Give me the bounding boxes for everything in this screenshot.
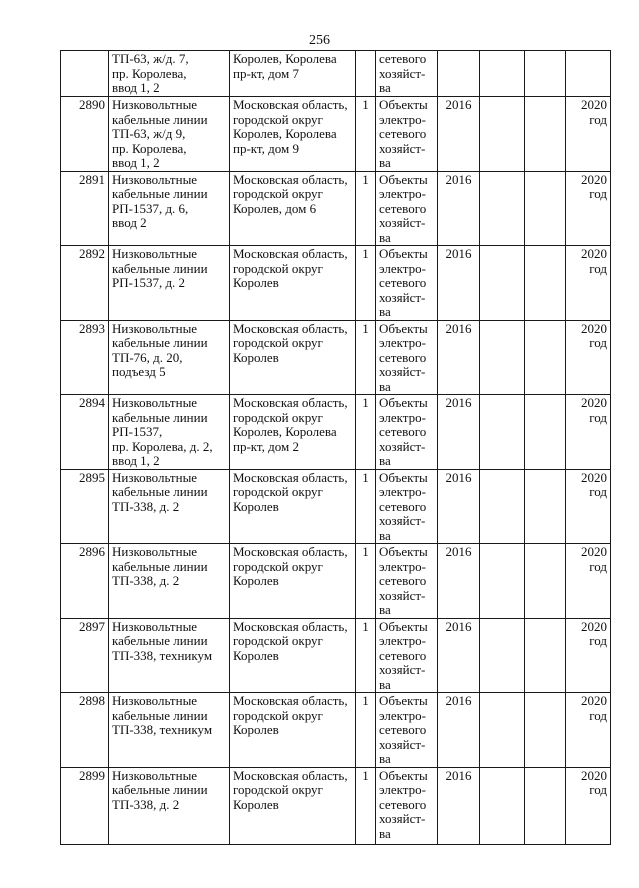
plan-year [566,767,611,844]
table-body [61,51,611,845]
empty-cell [525,544,566,619]
object-name-line: ТП-63, ж/д 9, [112,126,186,141]
object-address-line: Королев [233,796,279,812]
empty-cell [480,51,525,97]
empty-cell [525,469,566,544]
object-category-line: сетевого [379,573,427,588]
object-category-line: хозяйст- [379,736,426,752]
object-address-line: Московская область, [233,395,348,410]
object-name-line: кабельные линии [112,186,208,201]
object-category-line: сетевого [379,647,427,663]
object-category-line: сетевого [379,126,427,141]
plan-year [566,395,611,470]
object-name-line: Низковольтные [112,767,198,783]
object-name [109,395,230,470]
table-row [61,395,611,470]
object-name-line: ТП-63, ж/д. 7, [112,51,189,66]
plan-year [566,320,611,395]
object-name-line: Низковольтные [112,97,198,112]
object-category-line: хозяйст- [379,587,426,603]
plan-year-line: 2020 [581,469,607,485]
object-address [230,544,356,619]
plan-year [566,544,611,619]
empty-cell [525,246,566,321]
table-row [61,97,611,172]
object-category-line: сетевого [379,424,427,439]
object-address-line: Королев, Королева [233,126,337,141]
object-quantity: 1 [356,171,376,246]
plan-year-line: год [589,186,607,201]
object-address-line: Королев, дом 6 [233,200,317,216]
object-address-line: пр-кт, дом 2 [233,438,299,454]
object-category-line: сетевого [379,200,427,216]
object-quantity: 1 [356,618,376,693]
object-name-line: кабельные линии [112,409,208,425]
commissioning-year [438,51,480,97]
plan-year-line: год [589,335,607,350]
row-number: 2895 [61,469,109,544]
object-name-line: кабельные линии [112,633,208,648]
object-quantity [356,51,376,97]
object-name-line: пр. Королева, [112,140,187,156]
page-number: 256 [309,33,330,48]
object-name-line: кабельные линии [112,111,208,127]
object-address-line: Московская область, [233,544,348,559]
plan-year-line: год [589,409,607,425]
plan-year [566,618,611,693]
commissioning-year: 2016 [438,97,480,172]
object-category-line: электро- [379,111,426,127]
table-row [61,693,611,768]
plan-year-line: 2020 [581,544,607,559]
plan-year-line: год [589,633,607,648]
object-name-line: Низковольтные [112,246,198,261]
object-category-line: хозяйст- [379,811,426,826]
object-category-line: ва [379,80,391,95]
plan-year [566,171,611,246]
object-quantity: 1 [356,97,376,172]
object-category-line: ва [379,378,391,394]
table-row [61,320,611,395]
row-number: 2893 [61,320,109,395]
object-category-line: сетевого [379,51,427,66]
table-row [61,544,611,619]
object-category-line: хозяйст- [379,140,426,156]
plan-year-line: 2020 [581,320,607,336]
object-name-line: кабельные линии [112,782,208,797]
object-address-line: Московская область, [233,246,348,261]
object-address-line: городской округ [233,707,323,723]
empty-cell [480,544,525,619]
object-quantity: 1 [356,469,376,544]
object-address-line: Московская область, [233,693,348,708]
object-address-line: городской округ [233,484,323,499]
object-category-line: электро- [379,707,426,723]
object-category-line: ва [379,304,391,319]
plan-year-line: 2020 [581,693,607,708]
object-address-line: городской округ [233,782,323,797]
object-category [376,693,438,768]
empty-cell [480,97,525,172]
object-address [230,767,356,844]
object-address [230,97,356,172]
object-category [376,618,438,693]
empty-cell [480,693,525,768]
object-category-line: хозяйст- [379,513,426,528]
object-name-line: пр. Королева, [112,65,187,81]
object-category [376,469,438,544]
row-number: 2891 [61,171,109,246]
object-name-line: Низковольтные [112,395,198,410]
object-name-line: Низковольтные [112,693,198,708]
object-category-line: ва [379,676,391,692]
object-category-line: Объекты [379,320,428,336]
object-quantity: 1 [356,544,376,619]
table-row [61,618,611,693]
commissioning-year: 2016 [438,246,480,321]
object-category-line: электро- [379,186,426,201]
empty-cell [480,171,525,246]
object-quantity: 1 [356,320,376,395]
object-category-line: ва [379,751,391,766]
object-address-line: Московская область, [233,618,348,634]
object-name [109,246,230,321]
object-name [109,544,230,619]
object-category-line: электро- [379,260,426,276]
object-category [376,246,438,321]
empty-cell [525,395,566,470]
object-category-line: ва [379,155,391,170]
object-address-line: Московская область, [233,320,348,336]
object-category-line: сетевого [379,349,427,365]
plan-year-line: год [589,782,607,797]
object-category-line: хозяйст- [379,364,426,379]
object-address-line: Московская область, [233,171,348,187]
object-category-line: Объекты [379,618,428,634]
object-category-line: хозяйст- [379,65,426,81]
object-quantity: 1 [356,246,376,321]
object-category-line: электро- [379,558,426,574]
object-category-line: хозяйст- [379,215,426,230]
object-quantity: 1 [356,395,376,470]
object-name-line: Низковольтные [112,469,198,485]
table-row [61,767,611,844]
row-number: 2892 [61,246,109,321]
object-category-line: электро- [379,782,426,797]
commissioning-year: 2016 [438,618,480,693]
object-category-line: сетевого [379,722,427,737]
object-category-line: электро- [379,484,426,499]
object-name-line: ТП-338, д. 2 [112,796,180,812]
object-address [230,246,356,321]
empty-cell [525,618,566,693]
object-address-line: Королев [233,349,279,365]
object-address-line: Королев [233,647,279,663]
plan-year-line: 2020 [581,767,607,783]
object-category-line: электро- [379,335,426,350]
empty-cell [525,51,566,97]
commissioning-year: 2016 [438,544,480,619]
object-address-line: городской округ [233,558,323,574]
plan-year-line: год [589,260,607,276]
object-name-line: ввод 2 [112,215,147,230]
object-category-line: хозяйст- [379,289,426,305]
object-category-line: ва [379,825,391,841]
object-address-line: Королев, Королева [233,51,337,66]
object-category-line: сетевого [379,796,427,812]
object-category-line: сетевого [379,275,427,290]
object-address [230,171,356,246]
object-address [230,469,356,544]
empty-cell [480,469,525,544]
commissioning-year: 2016 [438,171,480,246]
commissioning-year: 2016 [438,395,480,470]
object-name-line: РП-1537, [112,424,163,439]
object-name-line: Низковольтные [112,171,198,187]
object-address-line: Королев [233,498,279,514]
object-address-line: Московская область, [233,767,348,783]
object-name [109,693,230,768]
row-number: 2898 [61,693,109,768]
plan-year-line: 2020 [581,395,607,410]
plan-year-line: 2020 [581,246,607,261]
object-address-line: городской округ [233,186,323,201]
object-name-line: ТП-338, д. 2 [112,498,180,514]
object-name-line: ввод 1, 2 [112,453,160,468]
object-category-line: Объекты [379,246,428,261]
object-name-line: кабельные линии [112,707,208,723]
commissioning-year: 2016 [438,469,480,544]
object-category-line: ва [379,453,391,468]
object-category-line: электро- [379,409,426,425]
object-name-line: кабельные линии [112,558,208,574]
row-number: 2894 [61,395,109,470]
object-category-line: хозяйст- [379,438,426,454]
plan-year-line: 2020 [581,618,607,634]
plan-year-line: 2020 [581,171,607,187]
object-address [230,693,356,768]
object-address [230,51,356,97]
table-row [61,171,611,246]
object-category [376,171,438,246]
object-name-line: ТП-338, техникум [112,722,213,737]
row-number: 2899 [61,767,109,844]
object-name-line: Низковольтные [112,544,198,559]
empty-cell [480,320,525,395]
empty-cell [525,767,566,844]
object-category-line: сетевого [379,498,427,514]
object-category [376,767,438,844]
object-address-line: Московская область, [233,97,348,112]
object-quantity: 1 [356,767,376,844]
object-category-line: ва [379,527,391,543]
empty-cell [480,767,525,844]
commissioning-year: 2016 [438,693,480,768]
commissioning-year: 2016 [438,767,480,844]
object-address-line: городской округ [233,335,323,350]
row-number [61,51,109,97]
object-quantity: 1 [356,693,376,768]
empty-cell [480,395,525,470]
table-row [61,51,611,97]
row-number: 2896 [61,544,109,619]
object-address-line: Королев [233,573,279,588]
object-category [376,51,438,97]
object-category-line: Объекты [379,544,428,559]
table-row [61,469,611,544]
object-name-line: ввод 1, 2 [112,155,160,170]
row-number: 2890 [61,97,109,172]
object-name-line: ТП-338, д. 2 [112,573,180,588]
object-address [230,320,356,395]
plan-year-line: год [589,484,607,499]
object-category-line: ва [379,229,391,245]
object-address-line: пр-кт, дом 7 [233,65,299,81]
object-name-line: ввод 1, 2 [112,80,160,95]
empty-cell [480,246,525,321]
object-address-line: Королев, Королева [233,424,337,439]
object-category [376,320,438,395]
object-address [230,395,356,470]
object-name [109,767,230,844]
plan-year [566,246,611,321]
object-name-line: РП-1537, д. 2 [112,275,186,290]
object-name [109,469,230,544]
plan-year [566,469,611,544]
commissioning-year: 2016 [438,320,480,395]
object-address-line: городской округ [233,111,323,127]
object-category-line: Объекты [379,171,428,187]
object-name-line: кабельные линии [112,260,208,276]
object-name [109,618,230,693]
object-name-line: подъезд 5 [112,364,166,379]
object-address-line: городской округ [233,633,323,648]
plan-year [566,51,611,97]
empty-cell [480,618,525,693]
object-category-line: Объекты [379,469,428,485]
object-name [109,320,230,395]
plan-year [566,693,611,768]
object-category-line: Объекты [379,767,428,783]
empty-cell [525,320,566,395]
object-name-line: Низковольтные [112,320,198,336]
object-category-line: ва [379,602,391,617]
object-category-line: Объекты [379,97,428,112]
object-name-line: пр. Королева, д. 2, [112,438,213,454]
object-name-line: кабельные линии [112,484,208,499]
object-name-line: ТП-76, д. 20, [112,349,183,365]
object-name [109,97,230,172]
object-name-line: кабельные линии [112,335,208,350]
object-name [109,51,230,97]
object-name [109,171,230,246]
object-address-line: городской округ [233,260,323,276]
plan-year-line: год [589,707,607,723]
plan-year-line: год [589,558,607,574]
object-address-line: Московская область, [233,469,348,485]
object-address-line: городской округ [233,409,323,425]
plan-year-line: 2020 [581,97,607,112]
object-category [376,97,438,172]
registry-table [60,50,611,845]
object-category [376,544,438,619]
empty-cell [525,171,566,246]
object-name-line: РП-1537, д. 6, [112,200,189,216]
object-category-line: хозяйст- [379,662,426,677]
object-name-line: ТП-338, техникум [112,647,213,663]
empty-cell [525,693,566,768]
object-category-line: Объекты [379,395,428,410]
table-row [61,246,611,321]
plan-year [566,97,611,172]
object-address-line: Королев [233,275,279,290]
object-name-line: Низковольтные [112,618,198,634]
object-category [376,395,438,470]
object-category-line: Объекты [379,693,428,708]
object-category-line: электро- [379,633,426,648]
object-address [230,618,356,693]
empty-cell [525,97,566,172]
object-address-line: Королев [233,722,279,737]
object-address-line: пр-кт, дом 9 [233,140,299,156]
row-number: 2897 [61,618,109,693]
plan-year-line: год [589,111,607,127]
